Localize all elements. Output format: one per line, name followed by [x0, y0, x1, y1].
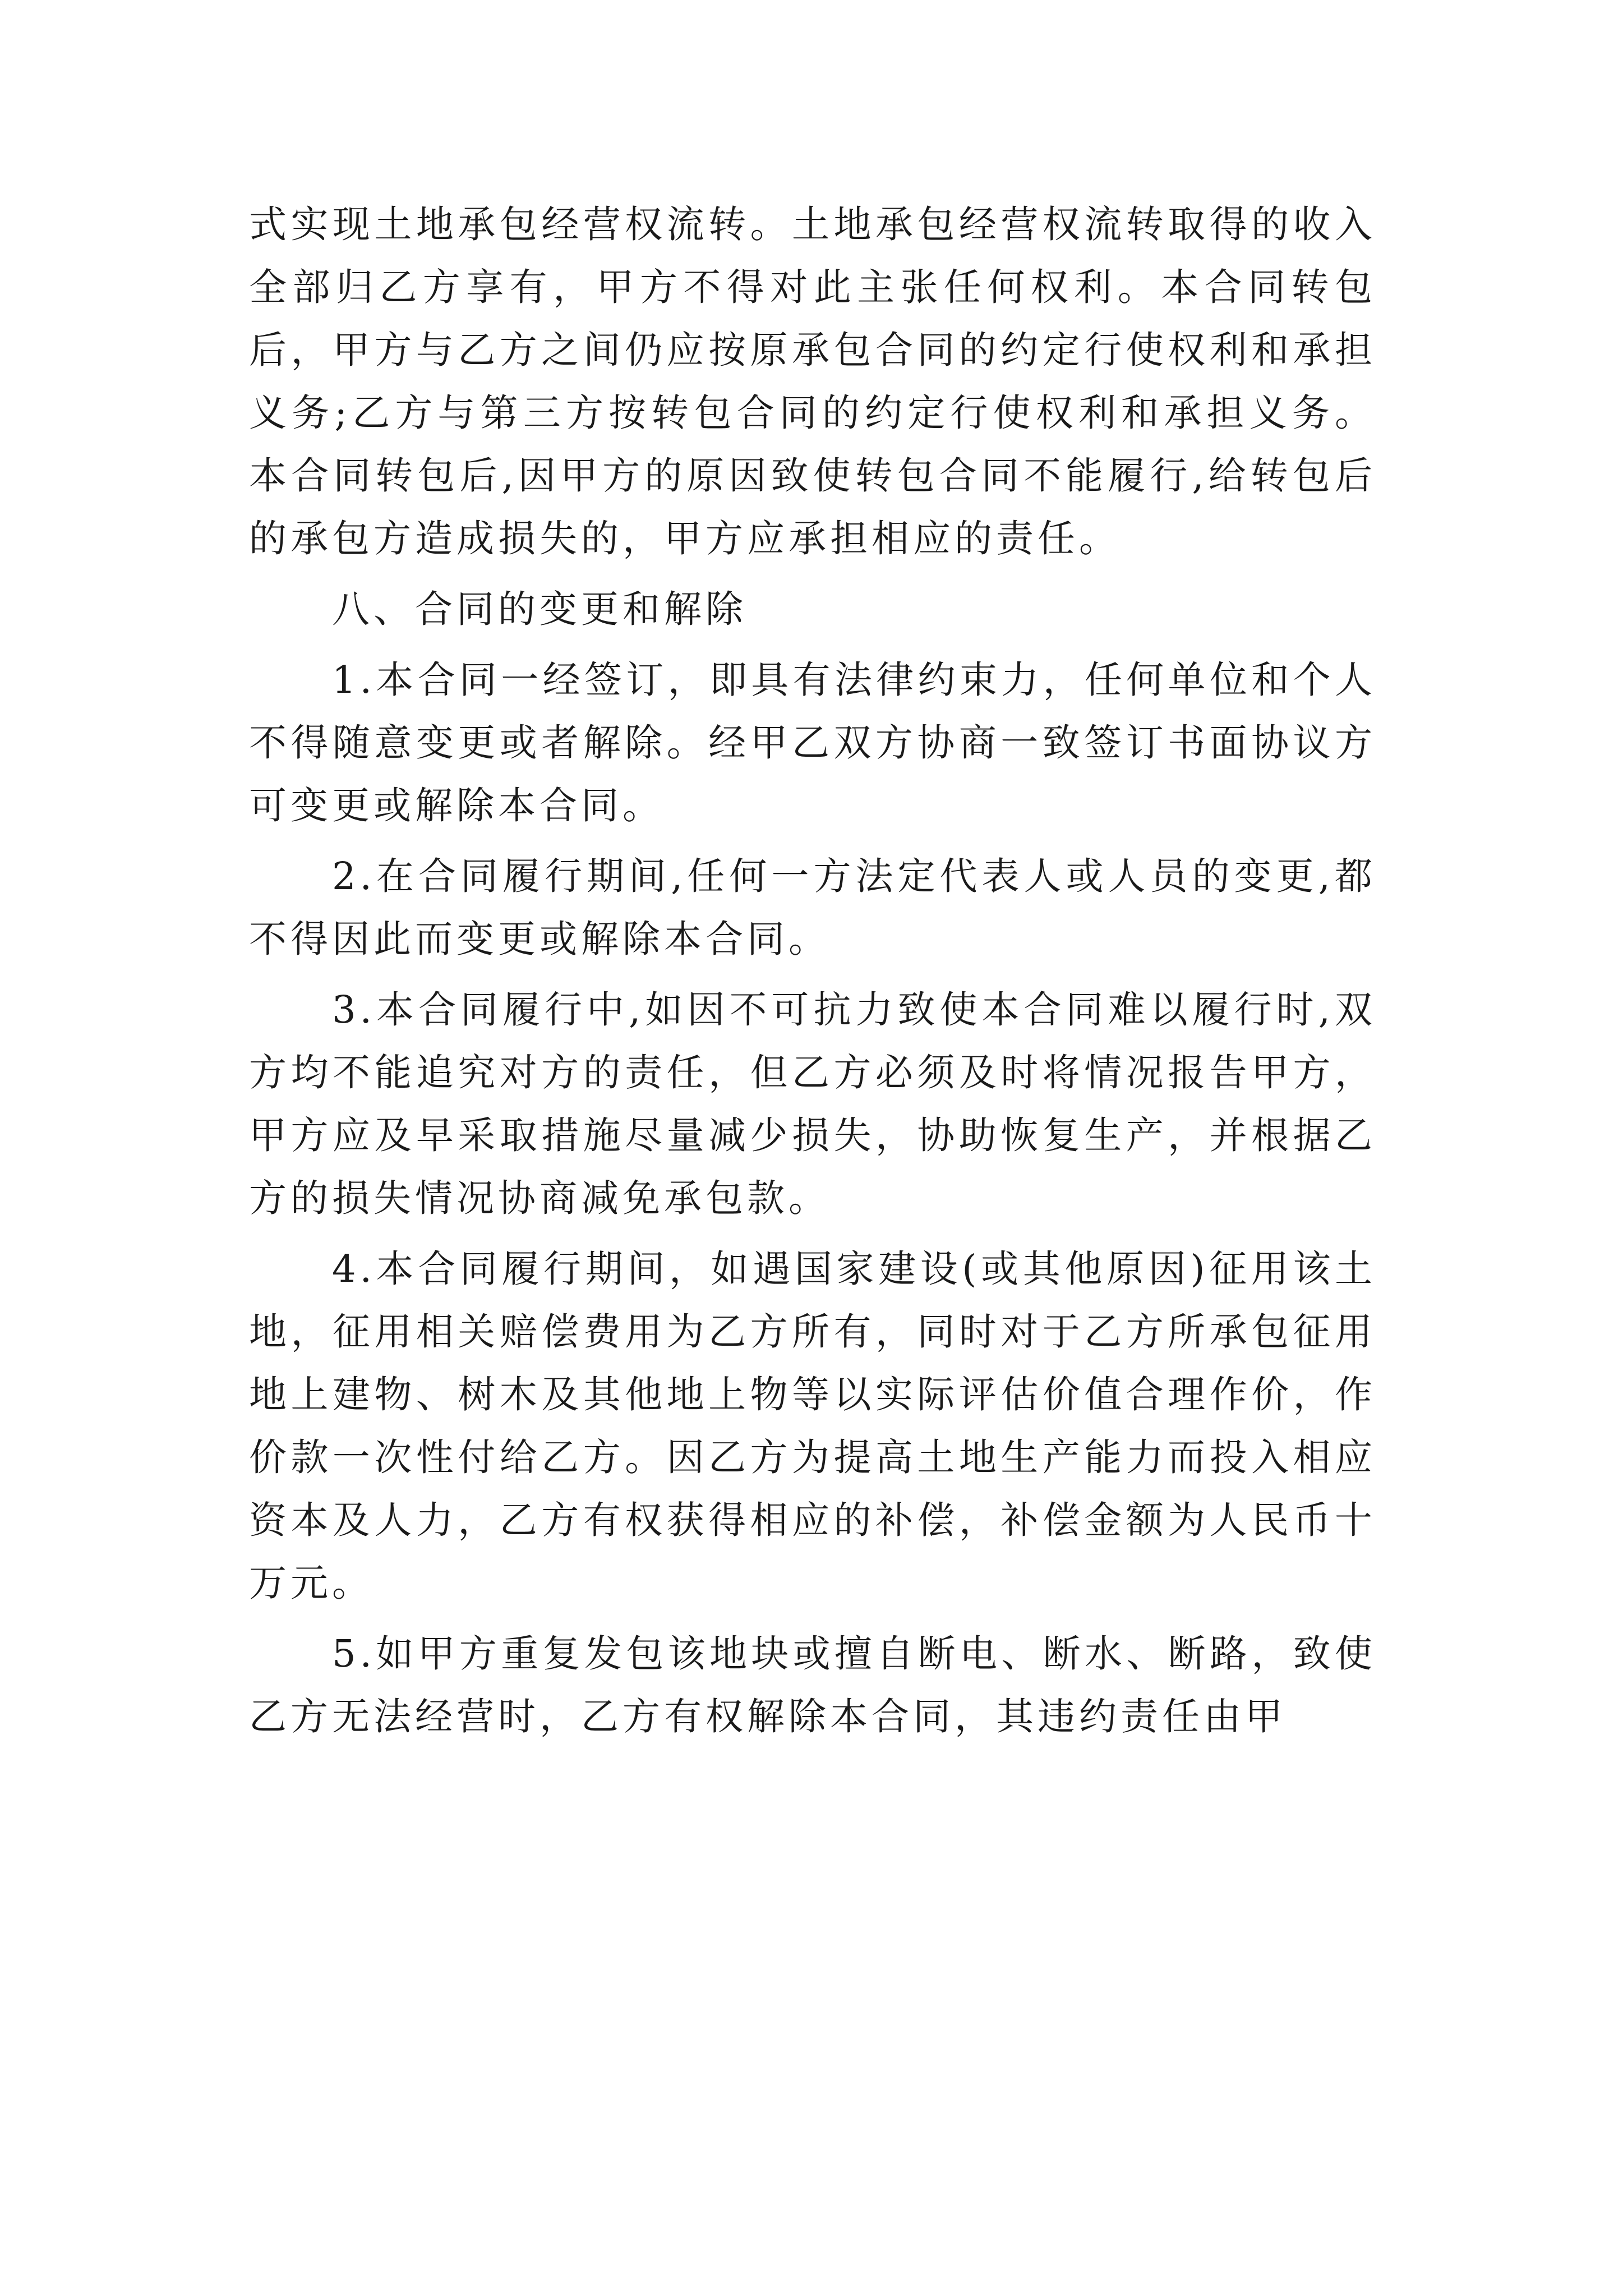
clause-2: 2.在合同履行期间,任何一方法定代表人或人员的变更,都不得因此而变更或解除本合同。 [249, 854, 1376, 961]
clause-4: 4.本合同履行期间，如遇国家建设(或其他原因)征用该土地，征用相关赔偿费用为乙方所有，同时对于乙方所承包征用地上建物、树木及其他地上物等以实际评估价值合理作价，作价款一次性付给乙方。因乙方为提高土地生产能力而投入相应资本及人力，乙方有权获得相应的补偿，补偿金额为人民币十万元。 [249, 1247, 1376, 1605]
clause-1: 1.本合同一经签订，即具有法律约束力，任何单位和个人不得随意变更或者解除。经甲乙双方协商一致签订书面协议方可变更或解除本合同。 [249, 658, 1376, 827]
paragraph-transfer-continuation: 式实现土地承包经营权流转。土地承包经营权流转取得的收入全部归乙方享有，甲方不得对此主张任何权利。本合同转包后，甲方与乙方之间仍应按原承包合同的约定行使权利和承担义务;乙方与第三方按转包合同的约定行使权利和承担义务。本合同转包后,因甲方的原因致使转包合同不能履行,给转包后的承包方造成损失的，甲方应承担相应的责任。 [249, 203, 1376, 560]
clause-3: 3.本合同履行中,如因不可抗力致使本合同难以履行时,双方均不能追究对方的责任，但乙方必须及时将情况报告甲方，甲方应及早采取措施尽量减少损失，协助恢复生产，并根据乙方的损失情况协商减免承包款。 [249, 988, 1376, 1220]
section-heading-change-and-termination: 八、合同的变更和解除 [332, 587, 747, 631]
clause-5: 5.如甲方重复发包该地块或擅自断电、断水、断路，致使乙方无法经营时，乙方有权解除本合同，其违约责任由甲 [249, 1632, 1376, 1738]
document-body [249, 193, 1376, 1748]
